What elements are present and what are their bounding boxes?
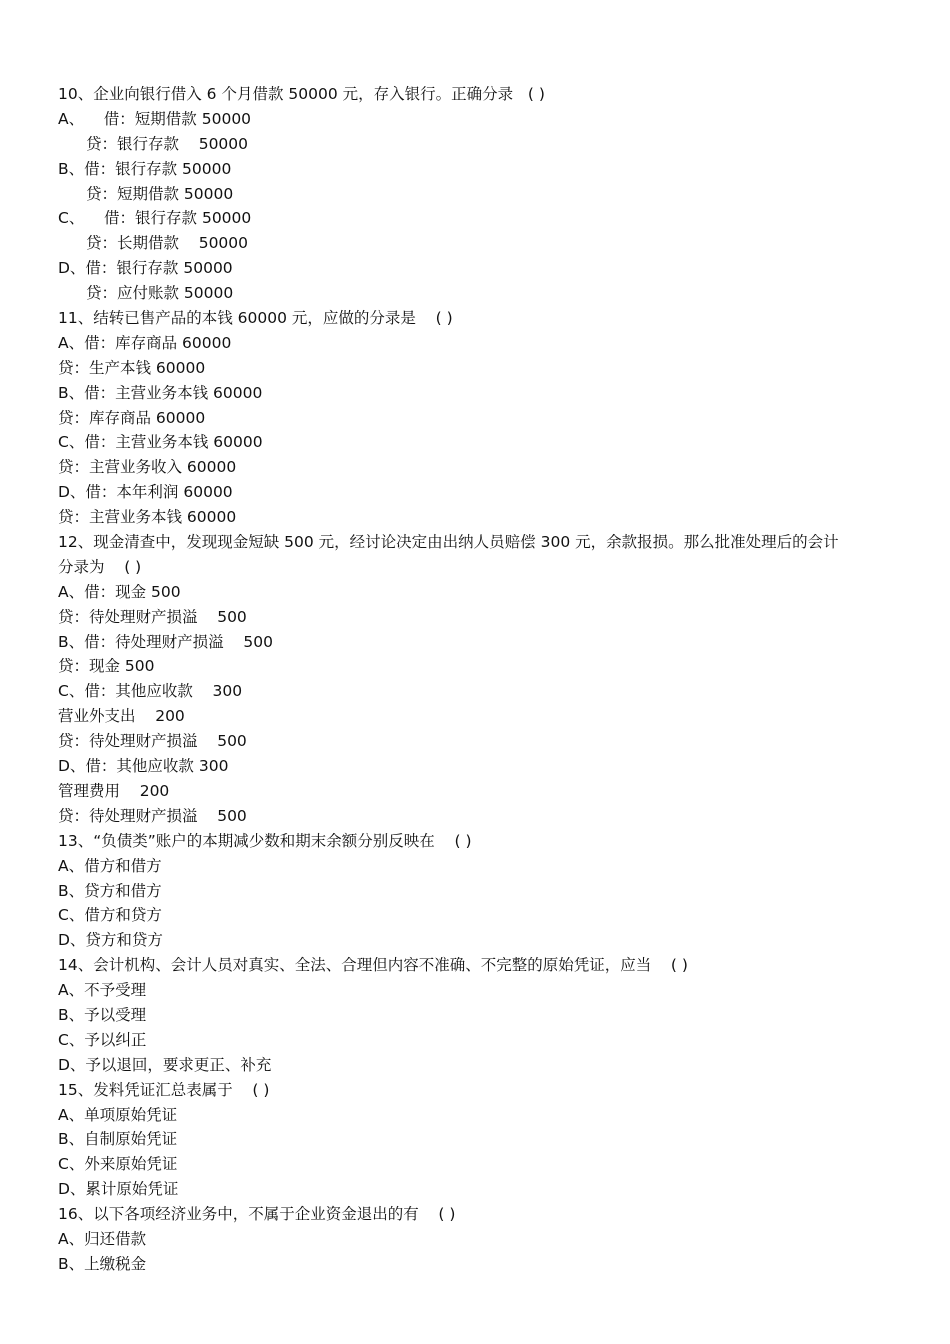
- text-line: 贷：主营业务本钱 60000: [58, 508, 237, 527]
- text-line: A、借：现金 500: [58, 582, 181, 601]
- text-line: A、归还借款: [58, 1229, 147, 1248]
- text-line: 营业外支出 200: [58, 707, 185, 726]
- text-line: C、借方和贷方: [58, 906, 162, 925]
- text-line: D、予以退回，要求更正、补充: [58, 1055, 272, 1074]
- text-line: B、予以受理: [58, 1005, 147, 1024]
- text-line: B、借：待处理财产损溢 500: [58, 632, 273, 651]
- text-line: 贷：主营业务收入 60000: [58, 458, 237, 477]
- text-line: 13、“负债类”账户的本期减少数和期末余额分别反映在 ( ): [58, 831, 472, 850]
- text-line: 贷：现金 500: [58, 657, 155, 676]
- text-line: B、上缴税金: [58, 1254, 147, 1273]
- text-line: C、借：其他应收款 300: [58, 682, 243, 701]
- text-line: 12、现金清查中，发现现金短缺 500 元，经讨论决定由出纳人员赔偿 300 元，余款报损。那么批准处理后的会计: [58, 533, 839, 552]
- text-line: D、借：银行存款 50000: [58, 259, 233, 278]
- text-line: 14、会计机构、会计人员对真实、全法、合理但内容不准确、不完整的原始凭证，应当 ( ): [58, 956, 688, 975]
- text-line: B、借：主营业务本钱 60000: [58, 383, 263, 402]
- text-line: D、借：本年利润 60000: [58, 483, 233, 502]
- text-line: A、借方和借方: [58, 856, 162, 875]
- text-line: 11、结转已售产品的本钱 60000 元，应做的分录是 ( ): [58, 309, 453, 328]
- text-line: 管理费用 200: [58, 781, 170, 800]
- text-line: C、予以纠正: [58, 1030, 147, 1049]
- text-line: B、自制原始凭证: [58, 1130, 178, 1149]
- document-body: [58, 82, 900, 1277]
- text-line: 贷：生产本钱 60000: [58, 358, 206, 377]
- text-line: C、 借：银行存款 50000: [58, 209, 252, 228]
- text-line: 贷：待处理财产损溢 500: [58, 806, 247, 825]
- text-line: A、借：库存商品 60000: [58, 333, 232, 352]
- text-line: 贷：待处理财产损溢 500: [58, 732, 247, 751]
- text-line: 贷：待处理财产损溢 500: [58, 607, 247, 626]
- text-line: 16、以下各项经济业务中，不属于企业资金退出的有 ( ): [58, 1205, 456, 1224]
- text-line: D、累计原始凭证: [58, 1180, 179, 1199]
- text-line: 贷：短期借款 50000: [86, 184, 234, 203]
- text-line: 贷：库存商品 60000: [58, 408, 206, 427]
- text-line: D、贷方和贷方: [58, 931, 163, 950]
- text-line: C、借：主营业务本钱 60000: [58, 433, 263, 452]
- text-line: 贷：应付账款 50000: [86, 284, 234, 303]
- text-line: B、借：银行存款 50000: [58, 159, 232, 178]
- text-line: B、贷方和借方: [58, 881, 162, 900]
- text-line: 15、发料凭证汇总表属于 ( ): [58, 1080, 270, 1099]
- text-line: A、单项原始凭证: [58, 1105, 178, 1124]
- text-line: A、 借：短期借款 50000: [58, 109, 252, 128]
- text-line: D、借：其他应收款 300: [58, 757, 229, 776]
- text-line: 贷：长期借款 50000: [86, 234, 249, 253]
- text-line: C、外来原始凭证: [58, 1155, 178, 1174]
- text-line: 分录为 ( ): [58, 557, 142, 576]
- text-line: 贷：银行存款 50000: [86, 134, 249, 153]
- text-line: 10、企业向银行借入 6 个月借款 50000 元，存入银行。正确分录 ( ): [58, 85, 545, 103]
- text-line: A、不予受理: [58, 981, 147, 1000]
